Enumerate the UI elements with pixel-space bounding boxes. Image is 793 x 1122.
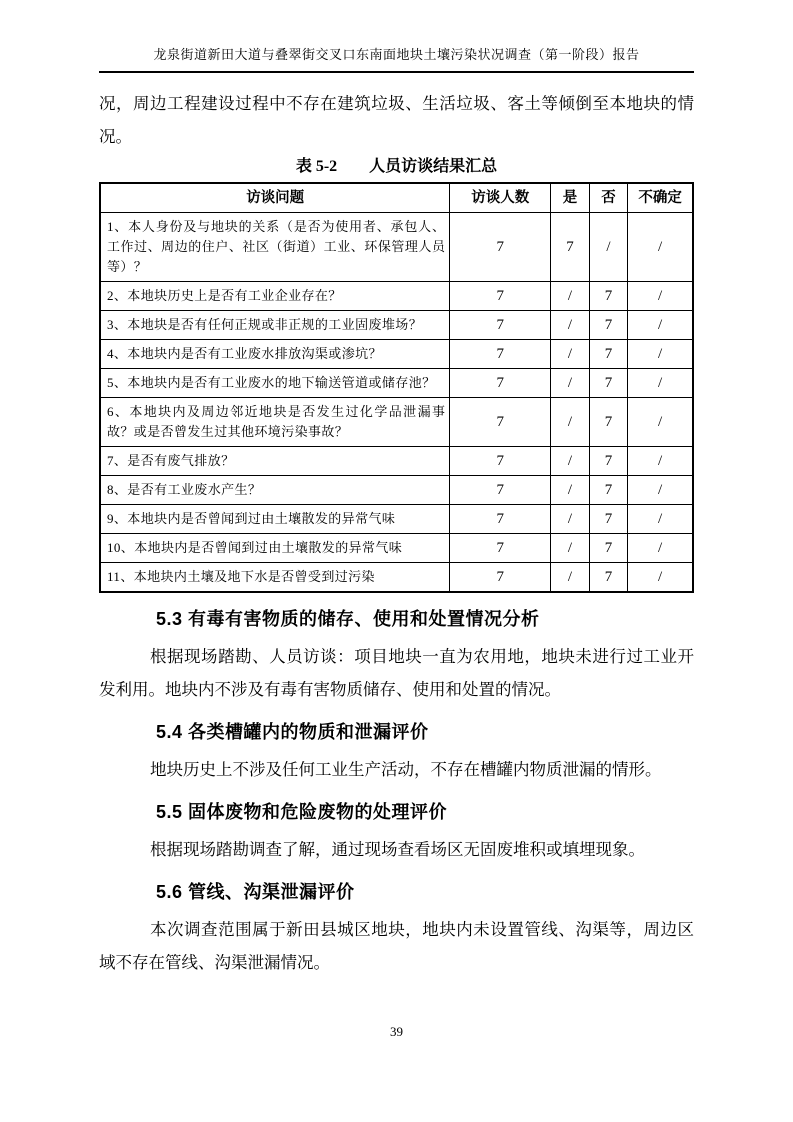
unsure-cell: / [628,398,693,447]
question-cell: 7、是否有废气排放？ [100,447,450,476]
yes-cell: / [551,447,590,476]
table-row [100,398,693,447]
yes-cell: / [551,340,590,369]
no-cell: 7 [589,447,628,476]
yes-cell: / [551,311,590,340]
question-cell: 1、本人身份及与地块的关系（是否为使用者、承包人、工作过、周边的住户、社区（街道）工业、环保管理人员等）？ [100,213,450,282]
question-cell: 9、本地块内是否曾闻到过由土壤散发的异常气味 [100,505,450,534]
count-cell: 7 [450,534,551,563]
header-rule [99,71,694,73]
table-row [100,213,693,282]
unsure-cell: / [628,505,693,534]
no-cell: 7 [589,563,628,593]
table-row [100,476,693,505]
column-header-unsure: 不确定 [628,183,693,213]
question-cell: 2、本地块历史上是否有工业企业存在？ [100,282,450,311]
interview-results-table [99,182,694,593]
count-cell: 7 [450,282,551,311]
count-cell: 7 [450,369,551,398]
table-row [100,311,693,340]
no-cell: 7 [589,340,628,369]
question-cell: 11、本地块内土壤及地下水是否曾受到过污染 [100,563,450,593]
no-cell: 7 [589,282,628,311]
table-row [100,447,693,476]
no-cell: 7 [589,534,628,563]
unsure-cell: / [628,447,693,476]
unsure-cell: / [628,282,693,311]
yes-cell: / [551,534,590,563]
question-cell: 6、本地块内及周边邻近地块是否发生过化学品泄漏事故？或是否曾发生过其他环境污染事故？ [100,398,450,447]
question-cell: 4、本地块内是否有工业废水排放沟渠或渗坑？ [100,340,450,369]
section-paragraph-5-5: 根据现场踏勘调查了解，通过现场查看场区无固废堆积或填埋现象。 [150,840,645,859]
count-cell: 7 [450,398,551,447]
unsure-cell: / [628,311,693,340]
table-row [100,563,693,593]
column-header-no: 否 [589,183,628,213]
unsure-cell: / [628,563,693,593]
section-paragraph-5-6: 本次调查范围属于新田县城区地块，地块内未设置管线、沟渠等，周边区域不存在管线、沟渠泄漏情况。 [99,920,694,972]
yes-cell: / [551,476,590,505]
count-cell: 7 [450,311,551,340]
intro-paragraph: 况，周边工程建设过程中不存在建筑垃圾、生活垃圾、客土等倾倒至本地块的情况。 [99,94,694,146]
unsure-cell: / [628,476,693,505]
column-header-question: 访谈问题 [100,183,450,213]
count-cell: 7 [450,340,551,369]
table-row [100,369,693,398]
column-header-count: 访谈人数 [450,183,551,213]
page-header-title: 龙泉街道新田大道与叠翠街交叉口东南面地块土壤污染状况调查（第一阶段）报告 [153,47,640,62]
yes-cell: / [551,563,590,593]
no-cell: 7 [589,369,628,398]
question-cell: 8、是否有工业废水产生？ [100,476,450,505]
section-paragraph-5-3: 根据现场踏勘、人员访谈：项目地块一直为农用地，地块未进行过工业开发利用。地块内不涉及有毒有害物质储存、使用和处置的情况。 [99,647,694,699]
table-header-row [100,183,693,213]
section-heading-5-5: 5.5 固体废物和危险废物的处理评价 [156,802,448,822]
yes-cell: / [551,369,590,398]
question-cell: 10、本地块内是否曾闻到过由土壤散发的异常气味 [100,534,450,563]
yes-cell: / [551,505,590,534]
no-cell: 7 [589,311,628,340]
section-paragraph-5-4: 地块历史上不涉及任何工业生产活动，不存在槽罐内物质泄漏的情形。 [150,760,662,779]
count-cell: 7 [450,213,551,282]
table-row [100,505,693,534]
question-cell: 3、本地块是否有任何正规或非正规的工业固废堆场？ [100,311,450,340]
yes-cell: 7 [551,213,590,282]
section-heading-5-4: 5.4 各类槽罐内的物质和泄漏评价 [156,722,429,742]
unsure-cell: / [628,213,693,282]
no-cell: 7 [589,398,628,447]
unsure-cell: / [628,369,693,398]
count-cell: 7 [450,505,551,534]
count-cell: 7 [450,447,551,476]
unsure-cell: / [628,534,693,563]
no-cell: / [589,213,628,282]
no-cell: 7 [589,505,628,534]
unsure-cell: / [628,340,693,369]
count-cell: 7 [450,563,551,593]
table-row [100,340,693,369]
yes-cell: / [551,398,590,447]
section-heading-5-3: 5.3 有毒有害物质的储存、使用和处置情况分析 [156,609,540,629]
table-row [100,534,693,563]
column-header-yes: 是 [551,183,590,213]
no-cell: 7 [589,476,628,505]
page-number: 39 [390,1024,403,1039]
count-cell: 7 [450,476,551,505]
table-row [100,282,693,311]
section-heading-5-6: 5.6 管线、沟渠泄漏评价 [156,882,355,902]
question-cell: 5、本地块内是否有工业废水的地下输送管道或储存池？ [100,369,450,398]
yes-cell: / [551,282,590,311]
table-caption: 表 5-2 人员访谈结果汇总 [295,158,498,175]
